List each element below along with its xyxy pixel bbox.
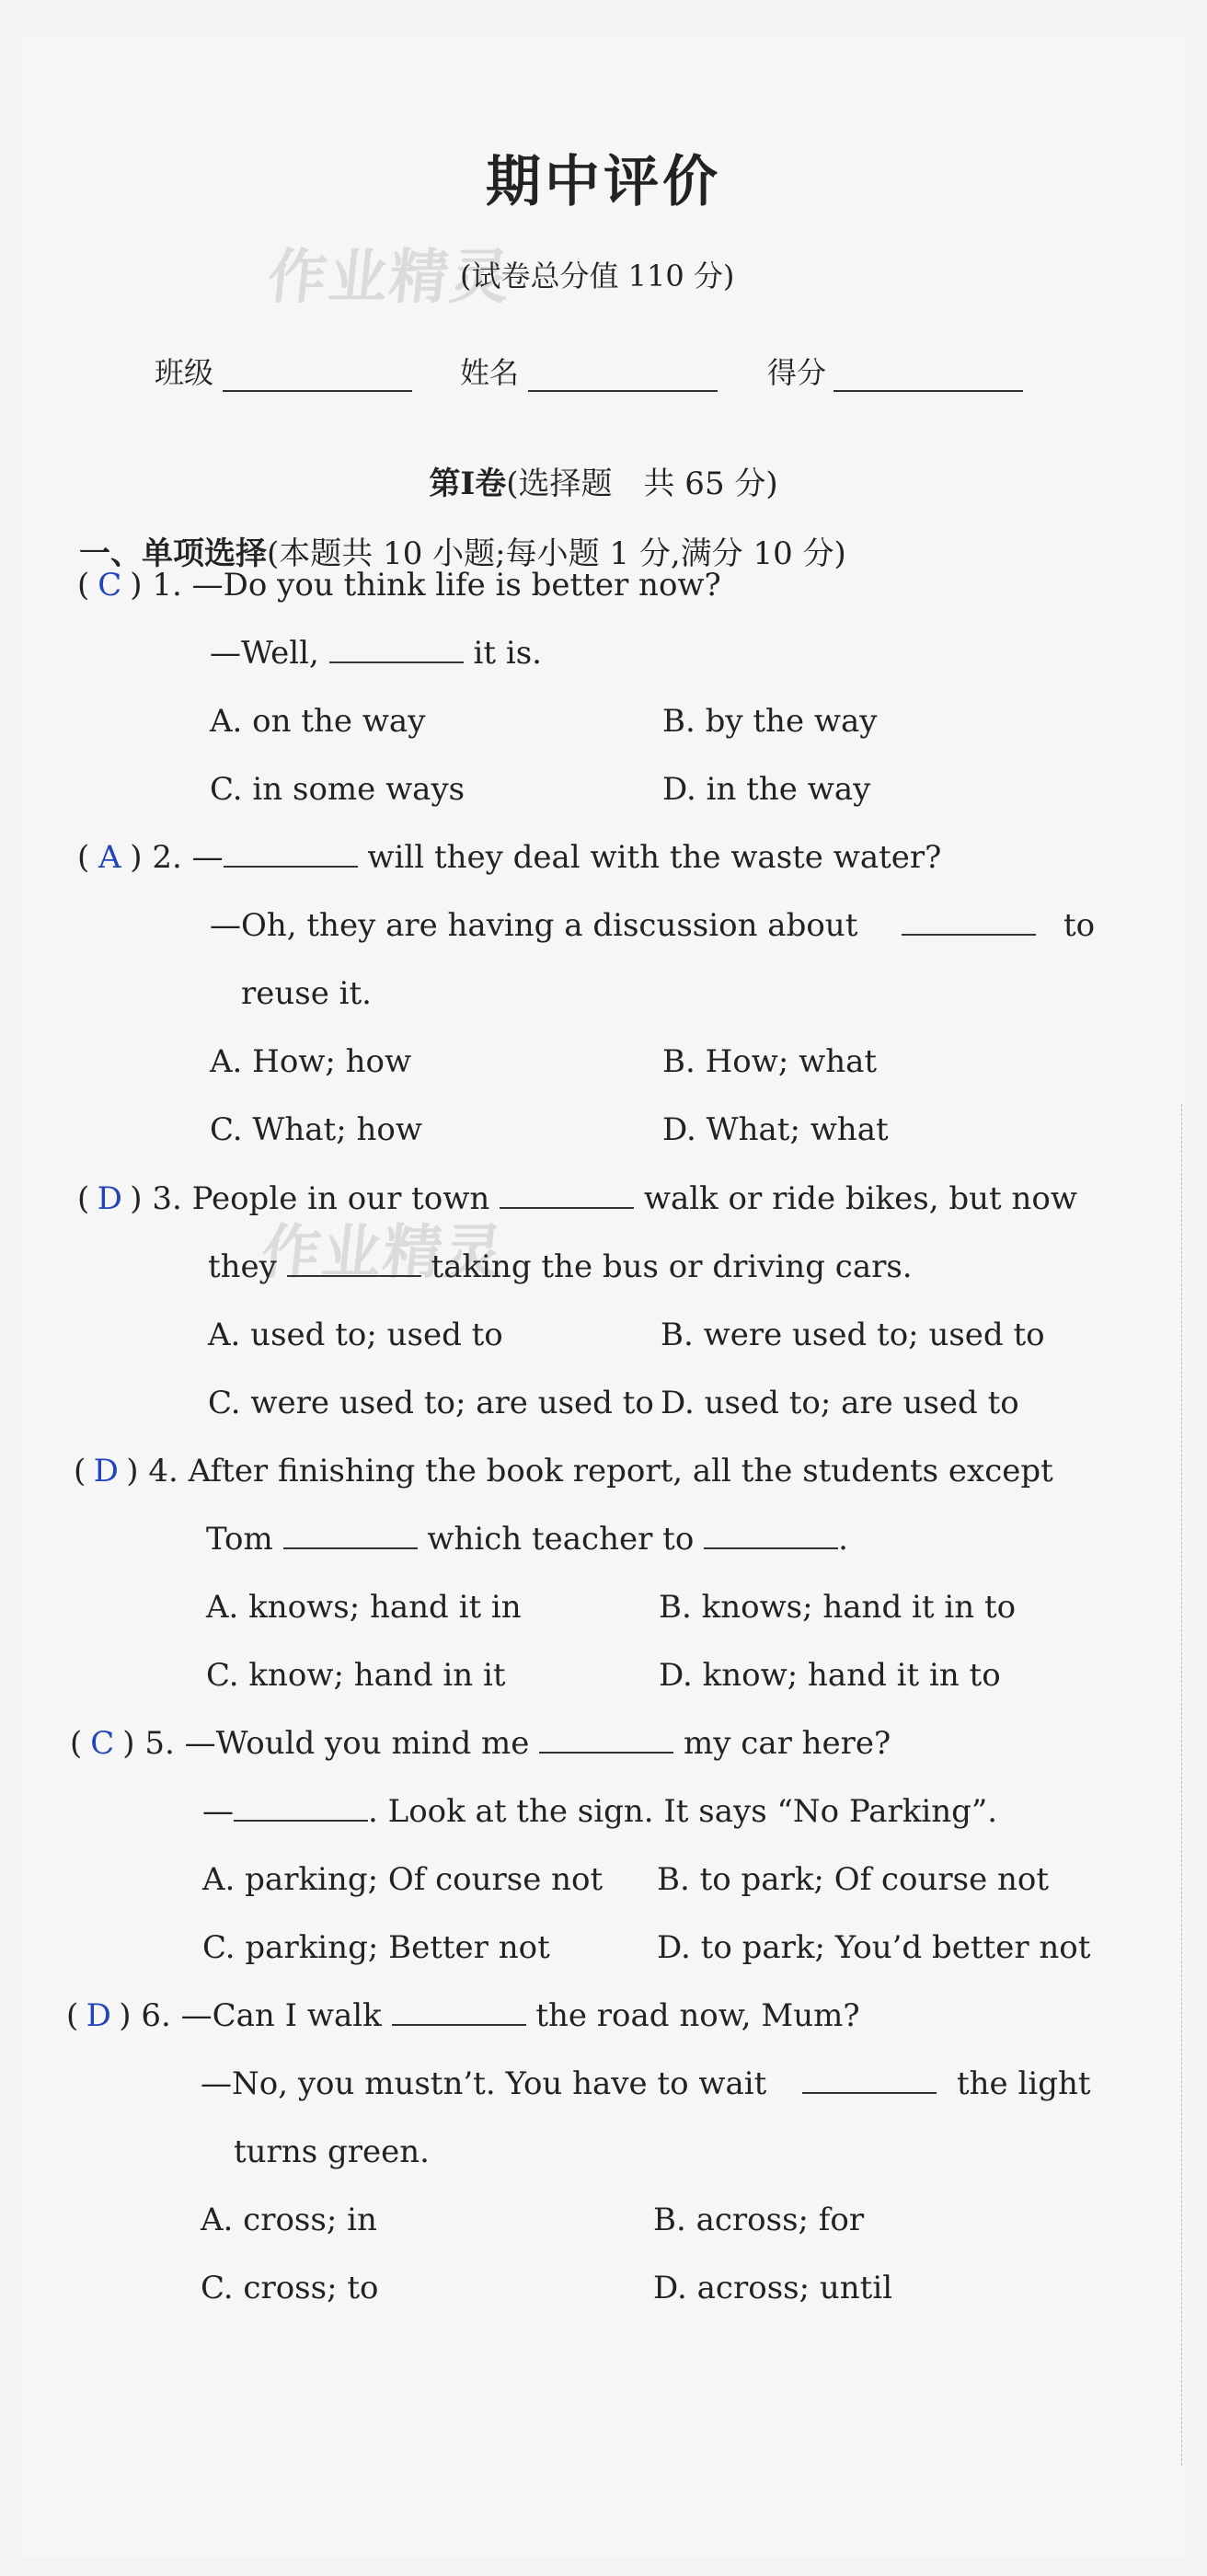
watermark-top: 作业精灵 [264, 244, 515, 312]
name-field[interactable] [528, 390, 718, 392]
exam-page [22, 37, 1185, 2558]
answer-blank[interactable] [802, 2091, 937, 2094]
question-2-reply [210, 907, 857, 944]
question-text: After finishing the book report, all the students except [188, 1453, 1053, 1489]
option-b[interactable]: B. by the way [662, 703, 878, 740]
question-number: 5. [144, 1725, 175, 1762]
watermark-middle: 作业精灵 [258, 1219, 509, 1287]
option-c[interactable]: C. cross; to [201, 2270, 379, 2306]
page-title: 期中评价 [486, 150, 721, 214]
option-a[interactable]: A. used to; used to [208, 1317, 503, 1353]
question-text: my car here? [684, 1725, 891, 1762]
question-2: ( A ) 2. — will they deal with the waste water? [77, 839, 942, 876]
question-4: ( D ) 4. After finishing the book report, all the students except [74, 1453, 1053, 1489]
answer-2: A [98, 839, 121, 876]
question-text: which teacher to [427, 1521, 695, 1558]
question-text: Tom [206, 1521, 273, 1558]
question-text: —Do you think life is better now? [191, 567, 721, 604]
answer-blank[interactable] [392, 2023, 526, 2026]
question-number: 6. [141, 1997, 171, 2034]
option-c[interactable]: C. were used to; are used to [208, 1385, 654, 1421]
answer-blank[interactable] [329, 661, 464, 663]
option-c[interactable]: C. What; how [210, 1111, 422, 1148]
option-b[interactable]: B. knows; hand it in to [659, 1589, 1017, 1626]
part-detail: (选择题 共 65 分) [506, 466, 778, 502]
reply-text: — [202, 1793, 234, 1830]
total-score-note: (试卷总分值 110 分) [460, 259, 735, 293]
question-6: ( D ) 6. —Can I walk the road now, Mum? [66, 1997, 860, 2034]
question-number: 3. [152, 1180, 182, 1217]
question-5: ( C ) 5. —Would you mind me my car here? [70, 1725, 891, 1762]
answer-5: C [90, 1725, 115, 1762]
option-a[interactable]: A. knows; hand it in [206, 1589, 522, 1626]
question-6-blank-2 [802, 2065, 937, 2102]
margin-dashed-line [1181, 1104, 1182, 2466]
reply-text: —No, you mustn’t. You have to wait [201, 2065, 767, 2102]
name-label: 姓名 [460, 355, 520, 390]
question-3: ( D ) 3. People in our town walk or ride bikes, but now [77, 1180, 1077, 1217]
question-2-to: to [1063, 907, 1096, 944]
option-c[interactable]: C. know; hand in it [206, 1657, 506, 1694]
answer-blank[interactable] [704, 1547, 838, 1549]
question-2-blank-2 [902, 907, 1036, 944]
question-text: . [838, 1521, 848, 1558]
option-d[interactable]: D. to park; You’d better not [657, 1929, 1091, 1966]
part-label: 第Ⅰ卷 [429, 466, 507, 502]
question-1-reply [210, 635, 542, 672]
answer-blank[interactable] [902, 933, 1036, 936]
answer-blank[interactable] [234, 1819, 368, 1822]
question-4-continuation [206, 1521, 848, 1558]
question-text: walk or ride bikes, but now [643, 1180, 1077, 1217]
question-5-reply [202, 1793, 997, 1830]
option-b[interactable]: B. to park; Of course not [657, 1861, 1050, 1898]
answer-4: D [93, 1453, 119, 1489]
question-6-continuation: turns green. [234, 2133, 430, 2170]
option-b[interactable]: B. How; what [662, 1043, 878, 1080]
reply-text: . Look at the sign. It says “No Parking”. [368, 1793, 998, 1830]
answer-blank[interactable] [539, 1751, 673, 1754]
answer-1: C [98, 567, 122, 604]
option-c[interactable]: C. parking; Better not [202, 1929, 550, 1966]
option-d[interactable]: D. used to; are used to [661, 1385, 1019, 1421]
option-b[interactable]: B. across; for [653, 2202, 865, 2238]
question-3-continuation [208, 1248, 913, 1285]
question-text: they [208, 1248, 277, 1285]
question-6-tail: the light [957, 2065, 1091, 2102]
question-text: —Would you mind me [184, 1725, 530, 1762]
reply-text: —Oh, they are having a discussion about [210, 907, 858, 944]
score-field[interactable] [833, 390, 1023, 392]
section-title: 一、单项选择 [79, 535, 267, 572]
class-field[interactable] [223, 390, 412, 392]
option-a[interactable]: A. parking; Of course not [202, 1861, 604, 1898]
option-a[interactable]: A. on the way [210, 703, 426, 740]
option-d[interactable]: D. in the way [662, 771, 871, 808]
question-number: 4. [148, 1453, 178, 1489]
question-text: the road now, Mum? [535, 1997, 860, 2034]
option-d[interactable]: D. What; what [662, 1111, 889, 1148]
answer-3: D [97, 1180, 122, 1217]
answer-blank[interactable] [500, 1206, 634, 1209]
reply-text: —Well, [210, 635, 319, 672]
question-text: taking the bus or driving cars. [431, 1248, 913, 1285]
question-text: — [191, 839, 224, 876]
section-detail: (本题共 10 小题;每小题 1 分,满分 10 分) [267, 535, 846, 572]
option-d[interactable]: D. across; until [653, 2270, 893, 2306]
question-2-continuation: reuse it. [241, 975, 372, 1012]
option-c[interactable]: C. in some ways [210, 771, 466, 808]
question-text: People in our town [191, 1180, 490, 1217]
option-a[interactable]: A. How; how [210, 1043, 412, 1080]
answer-blank[interactable] [224, 865, 358, 868]
question-1: ( C ) 1. —Do you think life is better now? [77, 567, 721, 604]
answer-blank[interactable] [283, 1547, 418, 1549]
answer-blank[interactable] [287, 1274, 421, 1277]
answer-6: D [86, 1997, 111, 2034]
option-d[interactable]: D. know; hand it in to [659, 1657, 1001, 1694]
question-number: 1. [152, 567, 182, 604]
question-text: —Can I walk [180, 1997, 382, 2034]
part-one-heading [0, 458, 1207, 503]
question-text: will they deal with the waste water? [367, 839, 942, 876]
question-number: 2. [152, 839, 182, 876]
option-a[interactable]: A. cross; in [201, 2202, 377, 2238]
option-b[interactable]: B. were used to; used to [661, 1317, 1045, 1353]
question-6-reply [201, 2065, 766, 2102]
class-label: 班级 [155, 355, 214, 390]
score-label: 得分 [767, 355, 827, 390]
reply-text: it is. [473, 635, 542, 672]
